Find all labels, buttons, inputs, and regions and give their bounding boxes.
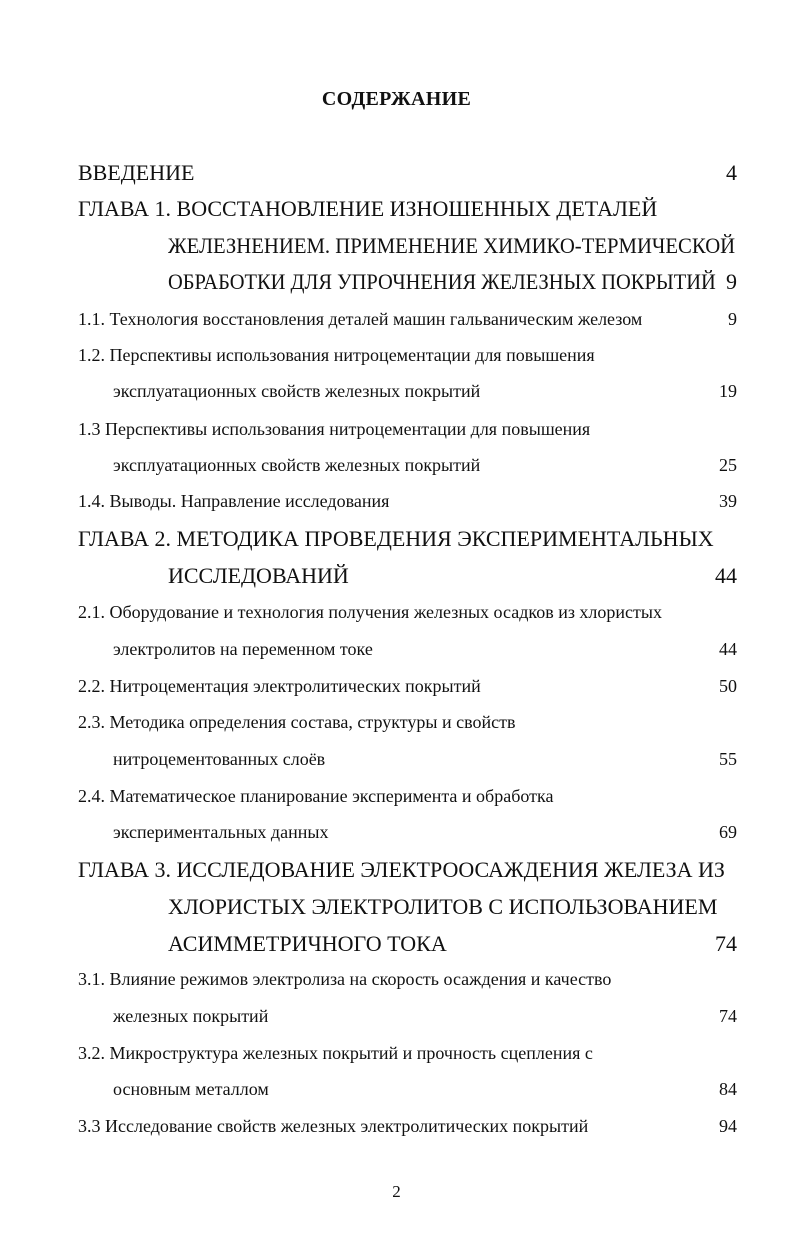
toc-page-number: 74 [719, 1006, 737, 1026]
toc-entry-text: эксплуатационных свойств железных покрытий [113, 455, 481, 475]
toc-page-number: 44 [715, 563, 737, 588]
toc-entry-text: железных покрытий [113, 1006, 269, 1026]
page-title: СОДЕРЖАНИЕ [321, 88, 472, 110]
toc-entry-text: 3.1. Влияние режимов электролиза на скорость осаждения и качество [78, 969, 612, 989]
toc-entry-text: 1.2. Перспективы использования нитроцементации для повышения [78, 345, 595, 365]
toc-entry-text: нитроцементованных слоёв [113, 749, 326, 769]
toc-entry-text: эксплуатационных свойств железных покрытий [113, 381, 481, 401]
toc-entry-text: АСИММЕТРИЧНОГО ТОКА [168, 931, 447, 956]
toc-entry-text: ИССЛЕДОВАНИЙ [168, 563, 349, 588]
toc-entry-text: 2.3. Методика определения состава, структуры и свойств [78, 712, 516, 732]
toc-page-number: 4 [726, 160, 737, 185]
toc-page-number: 74 [715, 931, 737, 956]
toc-entry-text: 1.4. Выводы. Направление исследования [78, 491, 390, 511]
toc-entry-text: ОБРАБОТКИ ДЛЯ УПРОЧНЕНИЯ ЖЕЛЕЗНЫХ ПОКРЫТИЙ [168, 269, 716, 294]
toc-page-number: 39 [719, 491, 737, 511]
toc-entry-text: 3.3 Исследование свойств железных электролитических покрытий [78, 1116, 589, 1136]
toc-entry-text: 2.4. Математическое планирование эксперимента и обработка [78, 786, 554, 806]
toc-page-number: 94 [719, 1116, 737, 1136]
toc-page-number: 69 [719, 822, 737, 842]
toc-entry-text: ХЛОРИСТЫХ ЭЛЕКТРОЛИТОВ С ИСПОЛЬЗОВАНИЕМ [168, 894, 718, 919]
toc-entry-text: экспериментальных данных [113, 822, 329, 842]
toc-entry-text: ЖЕЛЕЗНЕНИЕМ. ПРИМЕНЕНИЕ ХИМИКО-ТЕРМИЧЕСКОЙ [168, 233, 736, 258]
toc-entry-text: основным металлом [113, 1079, 269, 1099]
toc-entry-text: 3.2. Микроструктура железных покрытий и прочность сцепления с [78, 1043, 593, 1063]
toc-page-number: 9 [726, 269, 737, 294]
toc-page-number: 55 [719, 749, 737, 769]
toc-page-number: 50 [719, 676, 737, 696]
toc-entry-text: ГЛАВА 3. ИССЛЕДОВАНИЕ ЭЛЕКТРООСАЖДЕНИЯ ЖЕЛЕЗА ИЗ [78, 857, 725, 882]
toc-page-number: 44 [719, 639, 737, 659]
toc-entry-text: ГЛАВА 1. ВОССТАНОВЛЕНИЕ ИЗНОШЕННЫХ ДЕТАЛЕЙ [78, 196, 658, 221]
toc-entry-text: электролитов на переменном токе [113, 639, 373, 659]
toc-entry-text: 2.2. Нитроцементация электролитических покрытий [78, 676, 481, 696]
toc-entry-text: 1.1. Технология восстановления деталей машин гальваническим железом [78, 309, 643, 329]
toc-page-number: 84 [719, 1079, 737, 1099]
toc-page-number: 9 [728, 309, 737, 329]
page-number: 2 [392, 1182, 401, 1201]
toc-page-number: 25 [719, 455, 737, 475]
toc-entry-text: 2.1. Оборудование и технология получения железных осадков из хлористых [78, 602, 662, 622]
toc-entry-text: ВВЕДЕНИЕ [78, 160, 195, 185]
toc-entry-text: ГЛАВА 2. МЕТОДИКА ПРОВЕДЕНИЯ ЭКСПЕРИМЕНТАЛЬНЫХ [78, 526, 714, 551]
toc-page-number: 19 [719, 381, 737, 401]
toc-entry-text: 1.3 Перспективы использования нитроцементации для повышения [78, 419, 591, 439]
